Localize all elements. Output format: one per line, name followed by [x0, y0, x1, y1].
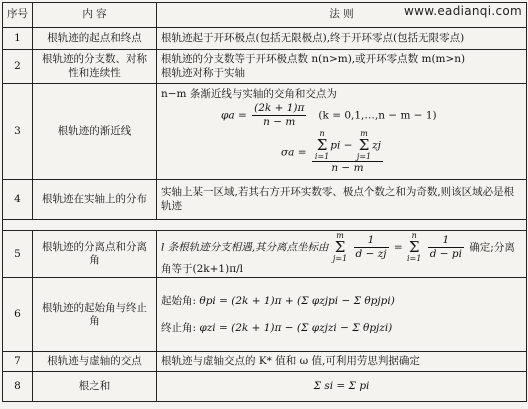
rule-line: 根轨迹的分支数等于开环极点数 n(n>m),或开环零点数 m(m>n) — [161, 52, 466, 65]
sigma-lhs: σa = — [281, 146, 307, 159]
watermark: www.eadianqi.com — [404, 4, 522, 18]
header-rule: 法 则 — [157, 3, 527, 28]
rule-intro: n−m 条渐近线与实轴的交角和交点为 — [161, 87, 337, 100]
sum-symbol: m Σ j=1 — [356, 129, 372, 162]
fraction: $\frac{1}{d - pi}$ — [429, 233, 462, 260]
row-idx: 8 — [3, 372, 33, 402]
root-locus-rules-table — [2, 2, 527, 402]
start-angle-expr: θpi = (2k + 1)π + (Σ φzjpi − Σ θpjpi) — [199, 294, 395, 307]
table-row — [3, 352, 527, 372]
equation-phi — [161, 102, 522, 129]
rule-text-a: l 条根轨迹分支相遇,其分离点坐标由 — [161, 241, 329, 254]
row-idx: 4 — [3, 180, 33, 220]
row-rule: Σ si = Σ pi — [157, 372, 527, 402]
row-idx: 1 — [3, 28, 33, 50]
table-spacer — [3, 220, 527, 231]
phi-numerator: (2k + 1)π — [252, 102, 306, 116]
table-row — [3, 84, 527, 180]
row-rule — [157, 84, 527, 180]
end-angle-line — [161, 322, 522, 335]
sum-symbol: n Σ i=1 — [406, 231, 422, 263]
row-rule — [157, 278, 527, 352]
row-content: 根轨迹的起点和终点 — [33, 28, 157, 50]
row-content: 根之和 — [33, 372, 157, 402]
phi-lhs: φa = — [221, 109, 247, 122]
phi-fraction — [252, 102, 306, 129]
phi-k-range: (k = 0,1,…,n − m − 1) — [318, 109, 437, 122]
header-row — [3, 3, 527, 28]
row-idx: 6 — [3, 278, 33, 352]
row-content: 根轨迹与虚轴的交点 — [33, 352, 157, 372]
header-idx: 序号 — [3, 3, 33, 28]
row-idx: 5 — [3, 231, 33, 278]
row-rule: 根轨迹起于开环极点(包括无限极点),终于开环零点(包括无限零点) — [157, 28, 527, 50]
phi-denominator: n − m — [263, 116, 296, 128]
row-rule: l 条根轨迹分支相遇,其分离点坐标由 m Σ j=1 $\frac{1}{d - zj}$ = n Σ i=1 $\frac{1}{d - pi}$ 确定;分离角等于(2k+1)π/l — [157, 231, 527, 278]
sum-symbol: n Σ i=1 — [314, 129, 330, 162]
rule-line: 根轨迹对称于实轴 — [161, 67, 245, 79]
row-content: 根轨迹的渐近线 — [33, 84, 157, 180]
table-row — [3, 372, 527, 402]
table-row — [3, 278, 527, 352]
sigma-denominator: n − m — [331, 162, 364, 175]
sum-symbol: m Σ j=1 — [332, 231, 348, 263]
start-angle-label: 起始角: — [161, 294, 197, 307]
row-idx: 2 — [3, 50, 33, 84]
row-rule: 根轨迹与虚轴交点的 K* 值和 ω 值,可利用劳思判据确定 — [157, 352, 527, 372]
row-rule: 实轴上某一区域,若其右方开环实数零、极点个数之和为奇数,则该区域必是根轨迹 — [157, 180, 527, 220]
row-content: 根轨迹的分支数、对称性和连续性 — [33, 50, 157, 84]
table-row — [3, 231, 527, 278]
row-content: 根轨迹在实轴上的分布 — [33, 180, 157, 220]
row-content: 根轨迹的分离点和分离角 — [33, 231, 157, 278]
start-angle-line — [161, 295, 522, 308]
end-angle-label: 终止角: — [161, 321, 197, 334]
end-angle-expr: φzi = (2k + 1)π − (Σ φzjzi − Σ θpjzi) — [199, 321, 393, 334]
table-row — [3, 28, 527, 50]
table-row — [3, 50, 527, 84]
table-row — [3, 180, 527, 220]
fraction: $\frac{1}{d - zj}$ — [355, 233, 387, 260]
row-content: 根轨迹的起始角与终止角 — [33, 278, 157, 352]
row-idx: 3 — [3, 84, 33, 180]
rule-text-b: 确定;分离角等于(2k+1)π/l — [161, 241, 515, 275]
row-rule — [157, 50, 527, 84]
row-idx: 7 — [3, 352, 33, 372]
sigma-fraction — [312, 130, 383, 175]
equation-sigma — [161, 130, 522, 175]
header-content: 内 容 — [33, 3, 157, 28]
sigma-numerator: n Σ i=1pi − m Σ j=1zj — [312, 130, 383, 162]
